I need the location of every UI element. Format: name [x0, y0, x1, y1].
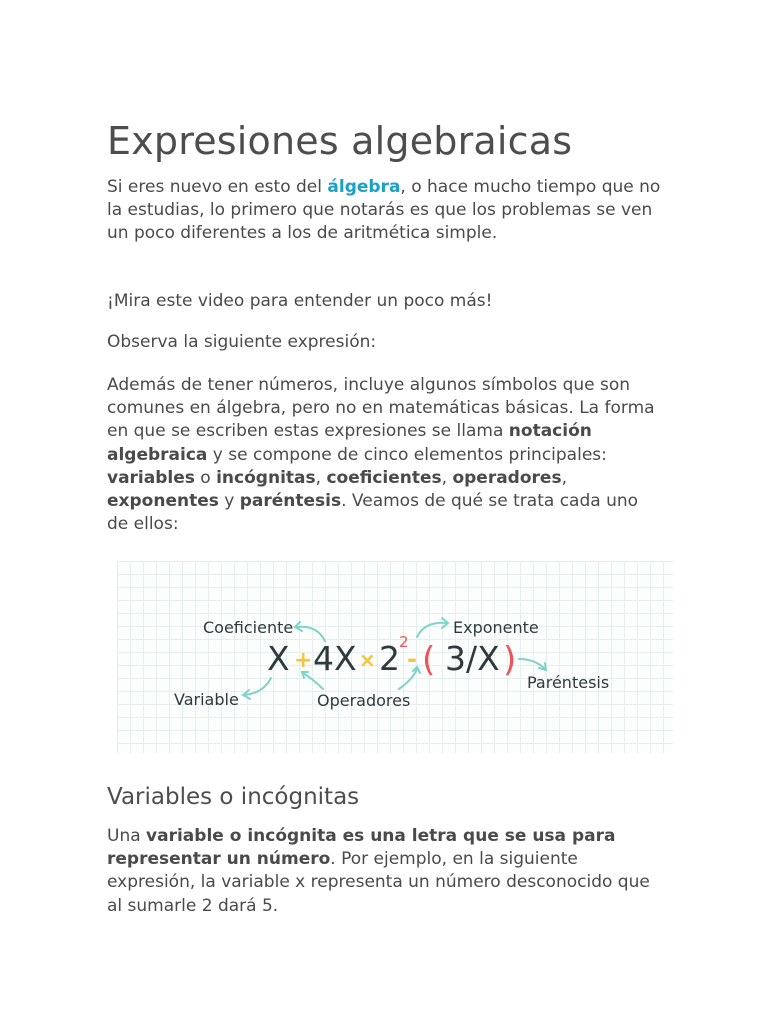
- observe-line: Observa la siguiente expresión:: [107, 332, 377, 352]
- arrow-variable: [245, 678, 271, 695]
- term-parentesis: paréntesis: [239, 491, 342, 512]
- variables-definition: variable o incógnita es una letra que se usa para representar un número: [107, 826, 616, 870]
- label-operadores: Operadores: [317, 691, 411, 710]
- notation-term: notación algebraica: [107, 421, 592, 465]
- intro-text-end: , o hace mucho tiempo que no la estudias, lo primero que notarás es que los problemas se ven un poco diferentes a los de aritmética simple.: [107, 177, 661, 244]
- algebraic-expression-diagram: [117, 561, 673, 753]
- expr-variable-x: X: [267, 639, 290, 678]
- arrow-parentesis: [519, 659, 545, 669]
- expr-coefficient-4x: 4X: [313, 639, 357, 678]
- term-operadores: operadores: [452, 467, 562, 488]
- notation-text: Además de tener números, incluye algunos símbolos que son comunes en álgebra, pero no en matemáticas básicas. La forma en que se escriben estas expresiones se llama: [107, 375, 655, 442]
- label-parentesis: Paréntesis: [527, 673, 610, 692]
- intro-paragraph: [107, 176, 663, 246]
- label-coeficiente: Coeficiente: [203, 618, 294, 637]
- section-heading-variables: Variables o incógnitas: [107, 784, 360, 810]
- expr-plus-operator: +: [294, 648, 313, 673]
- term-incognitas: incógnitas: [216, 467, 316, 488]
- expr-base-2: 2: [379, 639, 400, 678]
- notation-text: y: [218, 491, 240, 512]
- expr-minus-operator: -: [407, 645, 417, 673]
- variables-text: . Por ejemplo, en la siguiente expresión, la variable x representa un número desconocido que al sumarle 2 dará 5.: [107, 849, 650, 916]
- intro-text-start: Si eres nuevo en esto del: [107, 177, 328, 197]
- label-variable: Variable: [174, 690, 239, 709]
- notation-text: ,: [441, 467, 453, 488]
- notation-text: ,: [315, 467, 327, 488]
- expr-exponent: 2: [399, 633, 409, 651]
- notation-text: ,: [561, 467, 567, 488]
- variables-paragraph: [107, 825, 663, 918]
- notation-text: y se compone de cinco elementos principales:: [207, 444, 607, 465]
- algebra-link[interactable]: álgebra: [327, 177, 401, 197]
- variables-text: Una: [107, 826, 147, 846]
- expr-left-paren: (: [422, 640, 436, 680]
- expr-right-paren: ): [503, 640, 517, 680]
- notation-text: o: [194, 467, 217, 488]
- expr-times-operator: ×: [359, 648, 376, 672]
- expr-inner: 3/X: [445, 639, 500, 678]
- term-coeficientes: coeficientes: [326, 467, 442, 488]
- page-title: Expresiones algebraicas: [107, 119, 573, 163]
- arrow-exponente: [417, 623, 447, 637]
- notation-text: . Veamos de qué se trata cada uno de ellos:: [107, 491, 639, 535]
- term-exponentes: exponentes: [107, 491, 219, 512]
- label-exponente: Exponente: [453, 618, 539, 637]
- notation-paragraph: [107, 374, 663, 536]
- video-line: ¡Mira este video para entender un poco más!: [107, 291, 493, 311]
- diagram-svg: [117, 561, 673, 753]
- term-variables: variables: [107, 467, 195, 488]
